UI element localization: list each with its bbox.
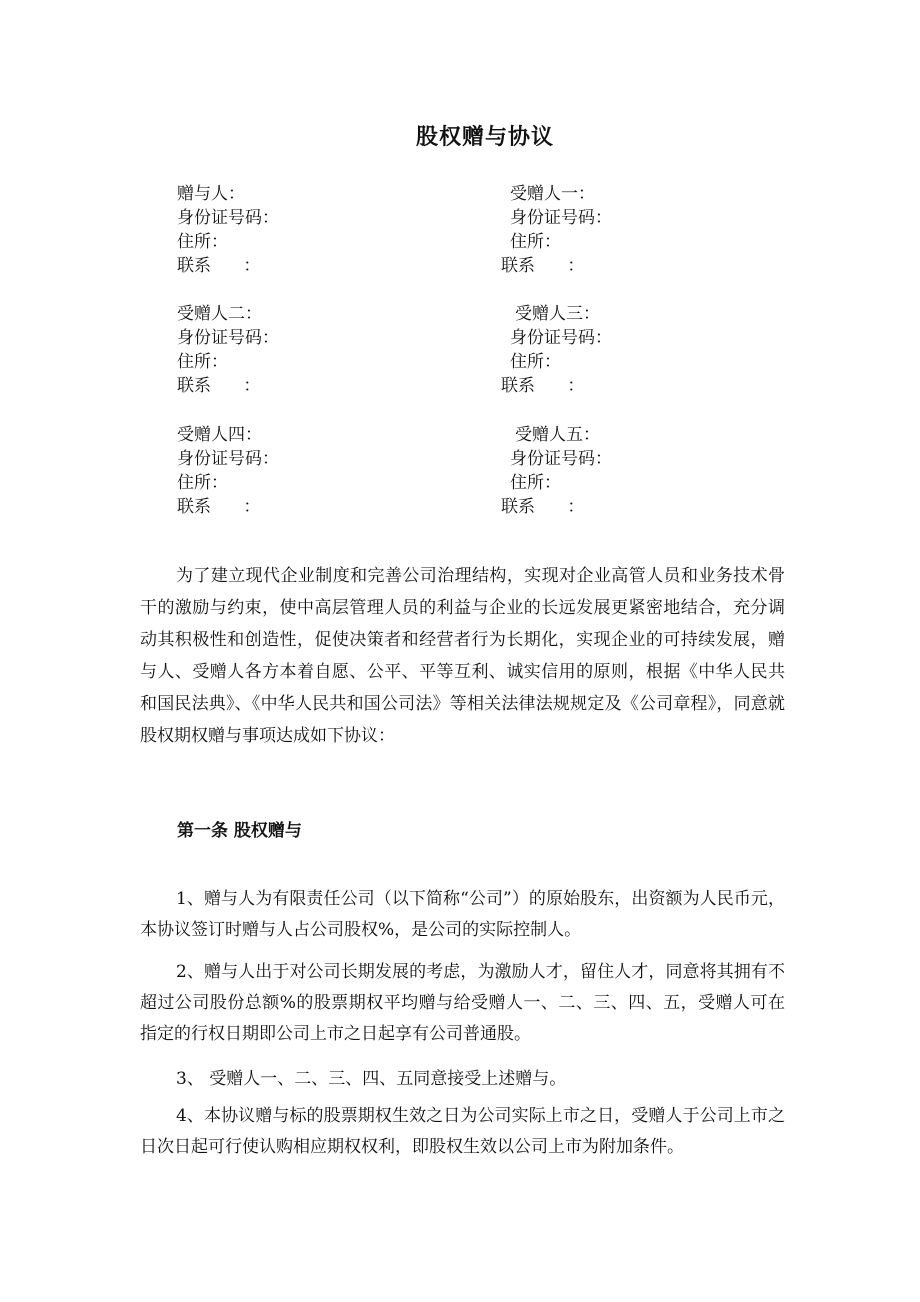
clause-1: 1、赠与人为有限责任公司（以下简称“公司”）的原始股东，出资额为人民币元，本协议签订时赠与人占公司股权%，是公司的实际控制人。 (140, 889, 785, 940)
party-id-number: 身份证号码： (510, 328, 612, 348)
party-donor (177, 182, 279, 278)
party-contact: 联系 ： (177, 376, 261, 396)
party-donee-1 (501, 182, 612, 278)
party-name: 受赠人三： (515, 304, 600, 324)
party-contact: 联系 ： (177, 256, 261, 276)
party-name: 受赠人五： (515, 425, 600, 445)
party-contact: 联系 ： (501, 376, 585, 396)
party-donee-3 (501, 302, 612, 398)
party-address: 住所： (177, 232, 228, 252)
preamble-paragraph: 为了建立现代企业制度和完善公司治理结构，实现对企业高管人员和业务技术骨干的激励与约束，使中高层管理人员的利益与企业的长远发展更紧密地结合，充分调动其积极性和创造性，促使决策者和经营者行为长期化，实现企业的可持续发展，赠与人、受赠人各方本着自愿、公平、平等互利、诚实信用的原则，根据《中华人民共和国民法典》、《中华人民共和国公司法》等相关法律法规规定及《公司章程》，同意就股权期权赠与事项达成如下协议： (140, 566, 785, 746)
clause-3: 3、 受赠人一、二、三、四、五同意接受上述赠与。 (176, 1069, 567, 1089)
party-contact: 联系 ： (501, 256, 585, 276)
clause-4: 4、本协议赠与标的股票期权生效之日为公司实际上市之日，受赠人于公司上市之日次日起可行使认购相应期权权利，即股权生效以公司上市为附加条件。 (140, 1106, 785, 1157)
party-id-number: 身份证号码： (510, 208, 612, 228)
party-id-number: 身份证号码： (510, 449, 612, 469)
clause-2: 2、赠与人出于对公司长期发展的考虑，为激励人才，留住人才，同意将其拥有不超过公司股份总额%的股票期权平均赠与给受赠人一、二、三、四、五，受赠人可在指定的行权日期即公司上市之日起享有公司普通股。 (140, 962, 785, 1044)
party-id-number: 身份证号码： (177, 449, 279, 469)
party-id-number: 身份证号码： (177, 208, 279, 228)
party-address: 住所： (510, 473, 561, 493)
party-donee-5 (501, 423, 612, 519)
party-name: 受赠人一： (510, 184, 595, 204)
article-heading: 第一条 股权赠与 (177, 821, 302, 841)
party-contact: 联系 ： (501, 497, 585, 517)
party-contact: 联系 ： (177, 497, 261, 517)
document-title: 股权赠与协议 (415, 124, 554, 150)
party-name: 受赠人二： (177, 304, 262, 324)
party-address: 住所： (510, 232, 561, 252)
party-address: 住所： (177, 352, 228, 372)
party-donee-2 (177, 302, 279, 398)
party-address: 住所： (177, 473, 228, 493)
party-name: 赠与人： (177, 184, 245, 204)
party-name: 受赠人四： (177, 425, 262, 445)
party-id-number: 身份证号码： (177, 328, 279, 348)
party-address: 住所： (510, 352, 561, 372)
party-donee-4 (177, 423, 279, 519)
